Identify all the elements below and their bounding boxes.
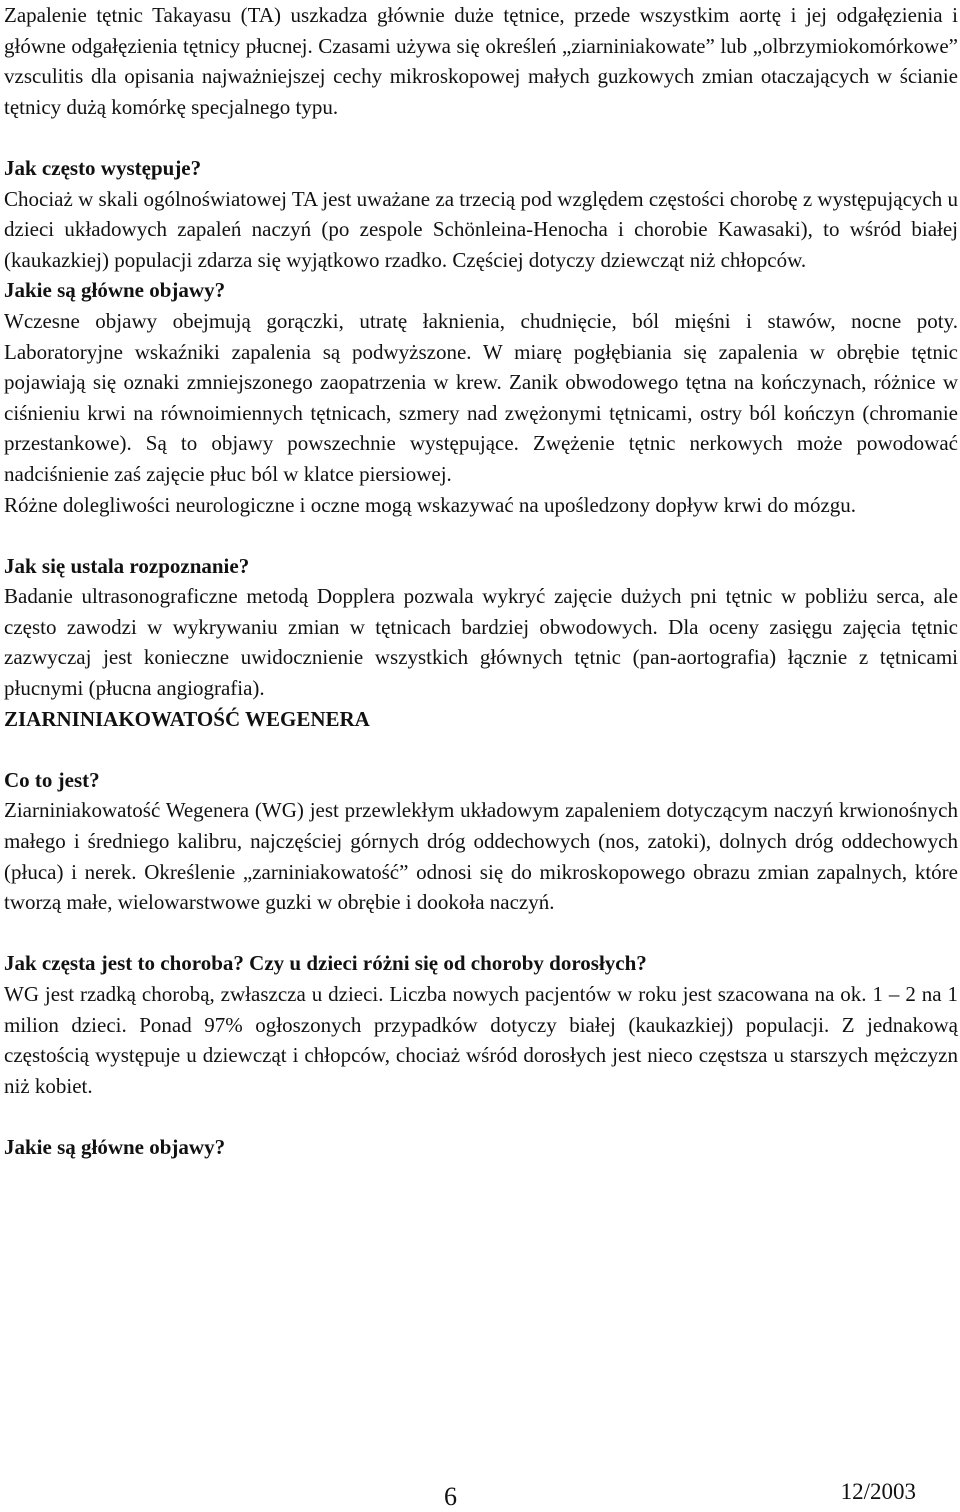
page-footer [0, 1468, 960, 1511]
section-title-wegener: ZIARNINIAKOWATOŚĆ WEGENERA [4, 706, 370, 731]
wegener-what-paragraph: Ziarniniakowatość Wegenera (WG) jest przewlekłym układowym zapaleniem dotyczącym naczyń krwionośnych małego i średniego kalibru, najczęściej górnych dróg oddechowych (nos, zatoki), dolnych dróg oddechowych (płuca) i nerek. Określenie „zarniniakowatość” odnosi się do mikroskopowego obrazu zmian zapalnych, które tworzą małe, wielowarstwowe guzki w obrębie i dookoła naczyń. [4, 798, 958, 915]
heading-wegener-frequency: Jak częsta jest to choroba? Czy u dzieci różni się od choroby dorosłych? [4, 951, 647, 976]
diagnosis-paragraph: Badanie ultrasonograficzne metodą Dopplera pozwala wykryć zajęcie dużych pni tętnic w pobliżu serca, ale często zawodzi w wykrywaniu zmian w tętnicach bardziej obwodowych. Dla oceny zasięgu zajęcia tętnic zazwyczaj jest konieczne uwidocznienie wszystkich głównych tętnic (pan-aortografia) łącznie z tętnicami płucnymi (płucna angiografia). [4, 584, 958, 701]
wegener-frequency-paragraph: WG jest rzadką chorobą, zwłaszcza u dzieci. Liczba nowych pacjentów w roku jest szacowana na ok. 1 – 2 na 1 milion dzieci. Ponad 97% ogłoszonych przypadków dotyczy białej (kaukazkiej) populacji. Z jednakową częstością występuje u dziewcząt i chłopców, chociaż wśród dorosłych jest nieco częstsza u starszych mężczyzn niż kobiet. [4, 982, 958, 1098]
symptoms-paragraph-2: Różne dolegliwości neurologiczne i oczne mogą wskazywać na upośledzony dopływ krwi do mózgu. [4, 492, 857, 517]
page-number: 6 [444, 1482, 457, 1511]
heading-what-is-it: Co to jest? [4, 767, 100, 792]
heading-wegener-symptoms: Jakie są główne objawy? [4, 1134, 226, 1159]
intro-paragraph: Zapalenie tętnic Takayasu (TA) uszkadza głównie duże tętnice, przede wszystkim aortę i jej odgałęzienia i główne odgałęzienia tętnicy płucnej. Czasami używa się określeń „ziarniniakowate” lub „olbrzymiokomórkowe” vzsculitis dla opisania najważniejszej cechy mikroskopowej małych guzkowych zmian otaczających w ścianie tętnicy dużą komórkę specjalnego typu. [4, 3, 958, 119]
heading-diagnosis: Jak się ustala rozpoznanie? [4, 553, 250, 578]
heading-symptoms: Jakie są główne objawy? [4, 278, 226, 303]
heading-how-often: Jak często występuje? [4, 155, 202, 180]
how-often-paragraph: Chociaż w skali ogólnoświatowej TA jest uważane za trzecią pod względem częstości chorobę z występujących u dzieci układowych zapaleń naczyń (po zespole Schönleina-Henocha i chorobie Kawasaki), to wśród białej (kaukazkiej) populacji zdarza się wyjątkowo rzadko. Częściej dotyczy dziewcząt niż chłopców. [4, 186, 958, 272]
date-code: 12/2003 [840, 1479, 916, 1504]
symptoms-paragraph-1: Wczesne objawy obejmują gorączki, utratę łaknienia, chudnięcie, ból mięśni i stawów, nocne poty. Laboratoryjne wskaźniki zapalenia są podwyższone. W miarę pogłębiania się zapalenia w obrębie tętnic pojawiają się oznaki zmniejszonego zaopatrzenia w krew. Zanik obwodowego tętna na kończynach, różnice w ciśnieniu krwi na równoimiennych tętnicach, szmery nad zwężonymi tętnicami, ostry ból kończyn (chromanie przestankowe). Są to objawy powszechnie występujące. Zwężenie tętnic nerkowych może powodować nadciśnienie zaś zajęcie płuc ból w klatce piersiowej. [4, 308, 958, 486]
document-page [4, 0, 958, 1163]
